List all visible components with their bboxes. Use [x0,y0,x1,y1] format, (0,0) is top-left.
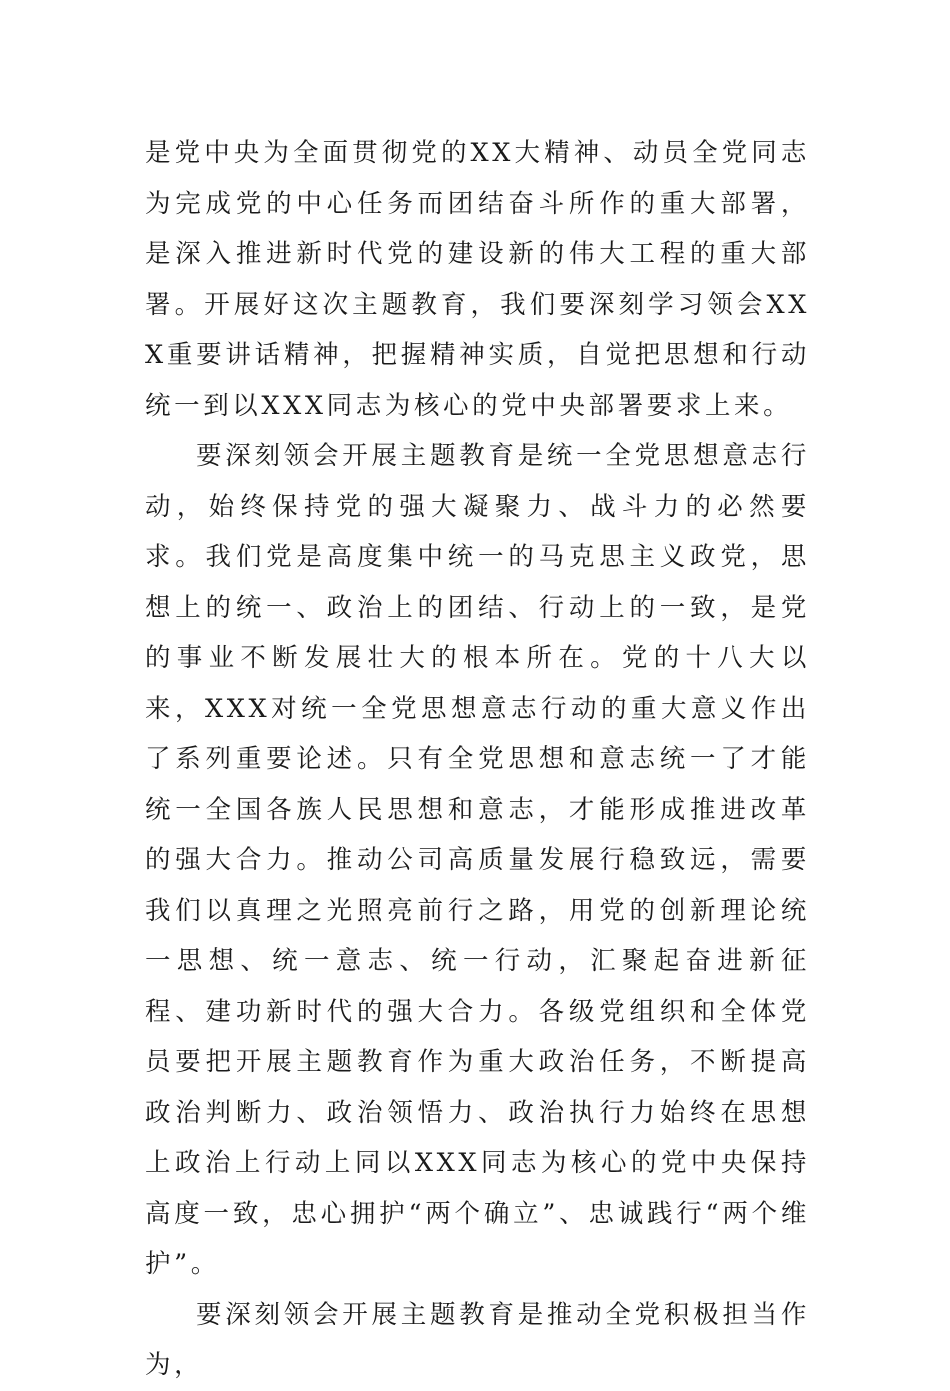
paragraph-1: 是党中央为全面贯彻党的XX大精神、动员全党同志为完成党的中心任务而团结奋斗所作的重大部署，是深入推进新时代党的建设新的伟大工程的重大部署。开展好这次主题教育，我们要深刻学习领会XXX重要讲话精神，把握精神实质，自觉把思想和行动统一到以XXX同志为核心的党中央部署要求上来。 [145,138,810,421]
document-body [145,128,810,1391]
paragraph-2: 要深刻领会开展主题教育是统一全党思想意志行动，始终保持党的强大凝聚力、战斗力的必然要求。我们党是高度集中统一的马克思主义政党，思想上的统一、政治上的团结、行动上的一致，是党的事业不断发展壮大的根本所在。党的十八大以来，XXX对统一全党思想意志行动的重大意义作出了系列重要论述。只有全党思想和意志统一了才能统一全国各族人民思想和意志，才能形成推进改革的强大合力。推动公司高质量发展行稳致远，需要我们以真理之光照亮前行之路，用党的创新理论统一思想、统一意志、统一行动，汇聚起奋进新征程、建功新时代的强大合力。各级党组织和全体党员要把开展主题教育作为重大政治任务，不断提高政治判断力、政治领悟力、政治执行力始终在思想上政治上行动上同以XXX同志为核心的党中央保持高度一致，忠心拥护“两个确立”、忠诚践行“两个维护”。 [145,441,810,1279]
paragraph-3: 要深刻领会开展主题教育是推动全党积极担当作为， [145,1299,810,1380]
